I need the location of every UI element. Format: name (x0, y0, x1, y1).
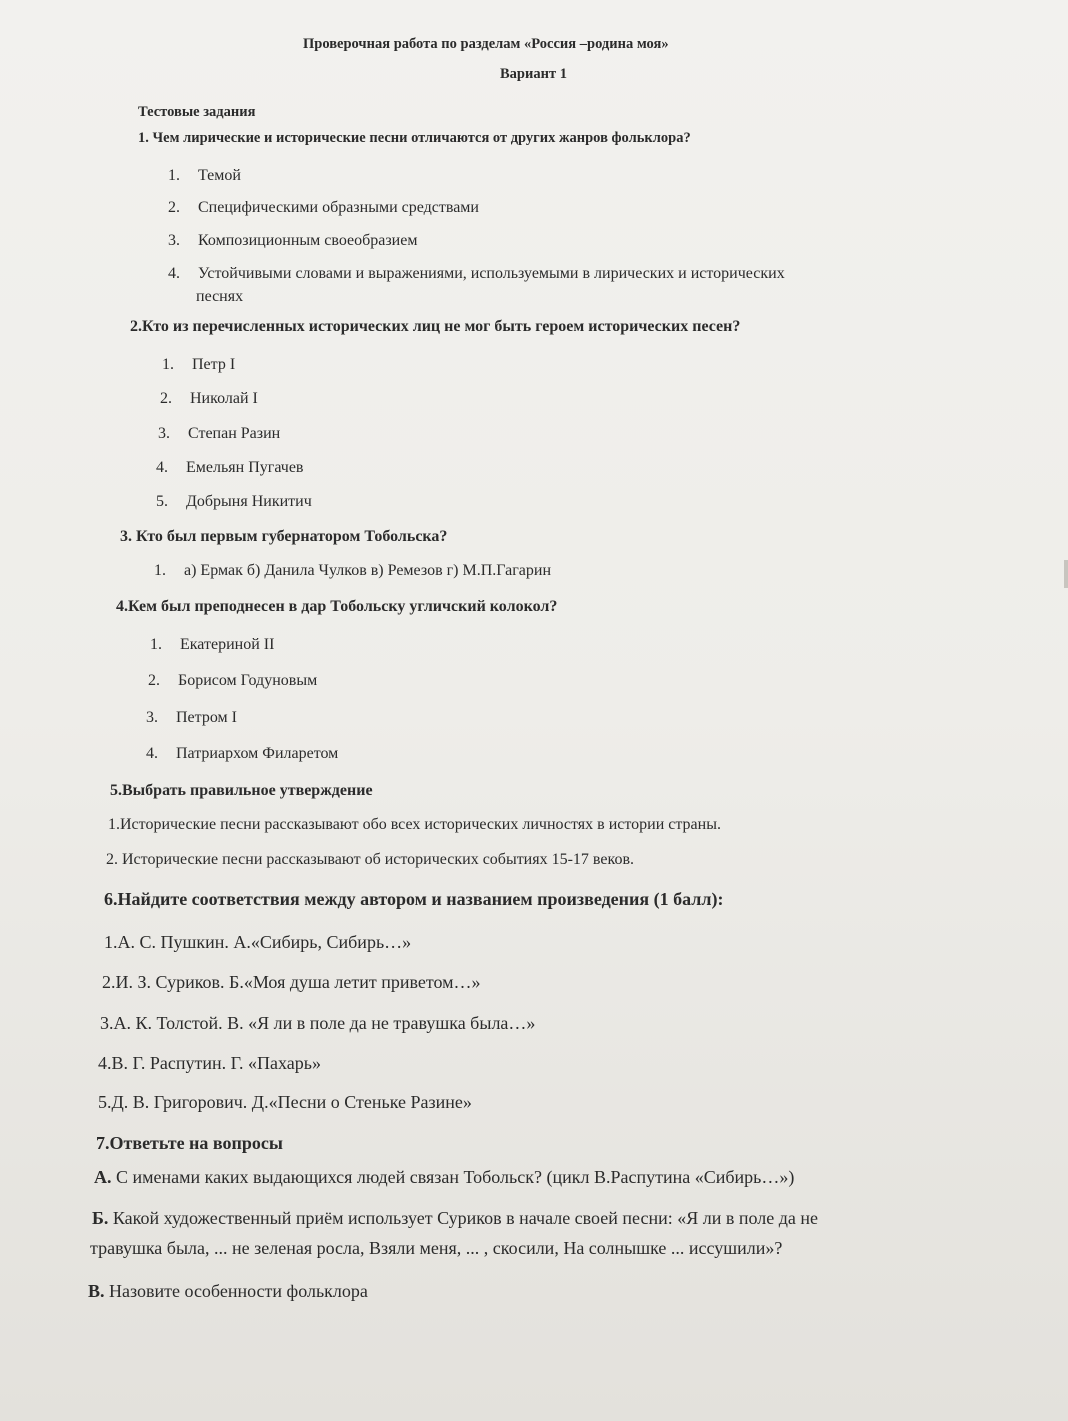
q1-option-continuation: песнях (196, 288, 244, 305)
q4-option: 1. Екатериной II (150, 636, 275, 653)
q6-pair: 5.Д. В. Григорович. Д.«Песни о Стеньке Разине» (98, 1092, 472, 1112)
paper-edge (1064, 560, 1068, 588)
q1-option: 3. Композиционным своеобразием (168, 232, 418, 249)
variant-heading: Вариант 1 (500, 66, 567, 82)
q6-pair: 1.А. С. Пушкин. А.«Сибирь, Сибирь…» (104, 932, 412, 952)
q2-option: 2. Николай I (160, 390, 258, 407)
q3-option: 1. а) Ермак б) Данила Чулков в) Ремезов г) М.П.Гагарин (154, 562, 552, 579)
q7-part-c: В. Назовите особенности фольклора (88, 1281, 368, 1301)
q2-option: 5. Добрыня Никитич (156, 493, 312, 510)
question-1: 1. Чем лирические и исторические песни отличаются от других жанров фольклора? (138, 130, 691, 146)
question-6: 6.Найдите соответствия между автором и названием произведения (1 балл): (104, 889, 724, 909)
question-5: 5.Выбрать правильное утверждение (110, 782, 373, 799)
q6-pair: 4.В. Г. Распутин. Г. «Пахарь» (98, 1053, 321, 1073)
q2-option: 1. Петр I (162, 356, 236, 373)
q6-pair: 2.И. З. Суриков. Б.«Моя душа летит приветом…» (102, 972, 481, 992)
section-heading: Тестовые задания (138, 104, 256, 120)
question-7: 7.Ответьте на вопросы (96, 1133, 283, 1153)
q6-pair: 3.А. К. Толстой. В. «Я ли в поле да не травушка была…» (100, 1013, 536, 1033)
page-title: Проверочная работа по разделам «Россия –родина моя» (303, 36, 669, 52)
q5-statement: 1.Исторические песни рассказывают обо всех исторических личностях в истории страны. (108, 816, 721, 833)
q1-option: 4. Устойчивыми словами и выражениями, используемыми в лирических и исторических (168, 265, 785, 282)
q2-option: 4. Емельян Пугачев (156, 459, 304, 476)
q7-part-b: Б. Какой художественный приём использует Суриков в начале своей песни: «Я ли в поле да не (92, 1208, 818, 1228)
question-3: 3. Кто был первым губернатором Тобольска? (120, 528, 448, 545)
question-4: 4.Кем был преподнесен в дар Тобольску угличский колокол? (116, 598, 558, 615)
q4-option: 3. Петром I (146, 709, 237, 726)
q5-statement: 2. Исторические песни рассказывают об исторических событиях 15-17 веков. (106, 851, 635, 868)
q4-option: 4. Патриархом Филаретом (146, 745, 339, 762)
q1-option: 2. Специфическими образными средствами (168, 199, 479, 216)
question-2: 2.Кто из перечисленных исторических лиц не мог быть героем исторических песен? (130, 318, 741, 335)
q4-option: 2. Борисом Годуновым (148, 672, 318, 689)
q7-part-b-continuation: травушка была, ... не зеленая росла, Взяли меня, ... , скосили, На солнышке ... иссушили»? (90, 1238, 783, 1258)
q7-part-a: А. С именами каких выдающихся людей связан Тобольск? (цикл В.Распутина «Сибирь…») (94, 1167, 795, 1187)
q2-option: 3. Степан Разин (158, 425, 281, 442)
q1-option: 1. Темой (168, 167, 241, 184)
